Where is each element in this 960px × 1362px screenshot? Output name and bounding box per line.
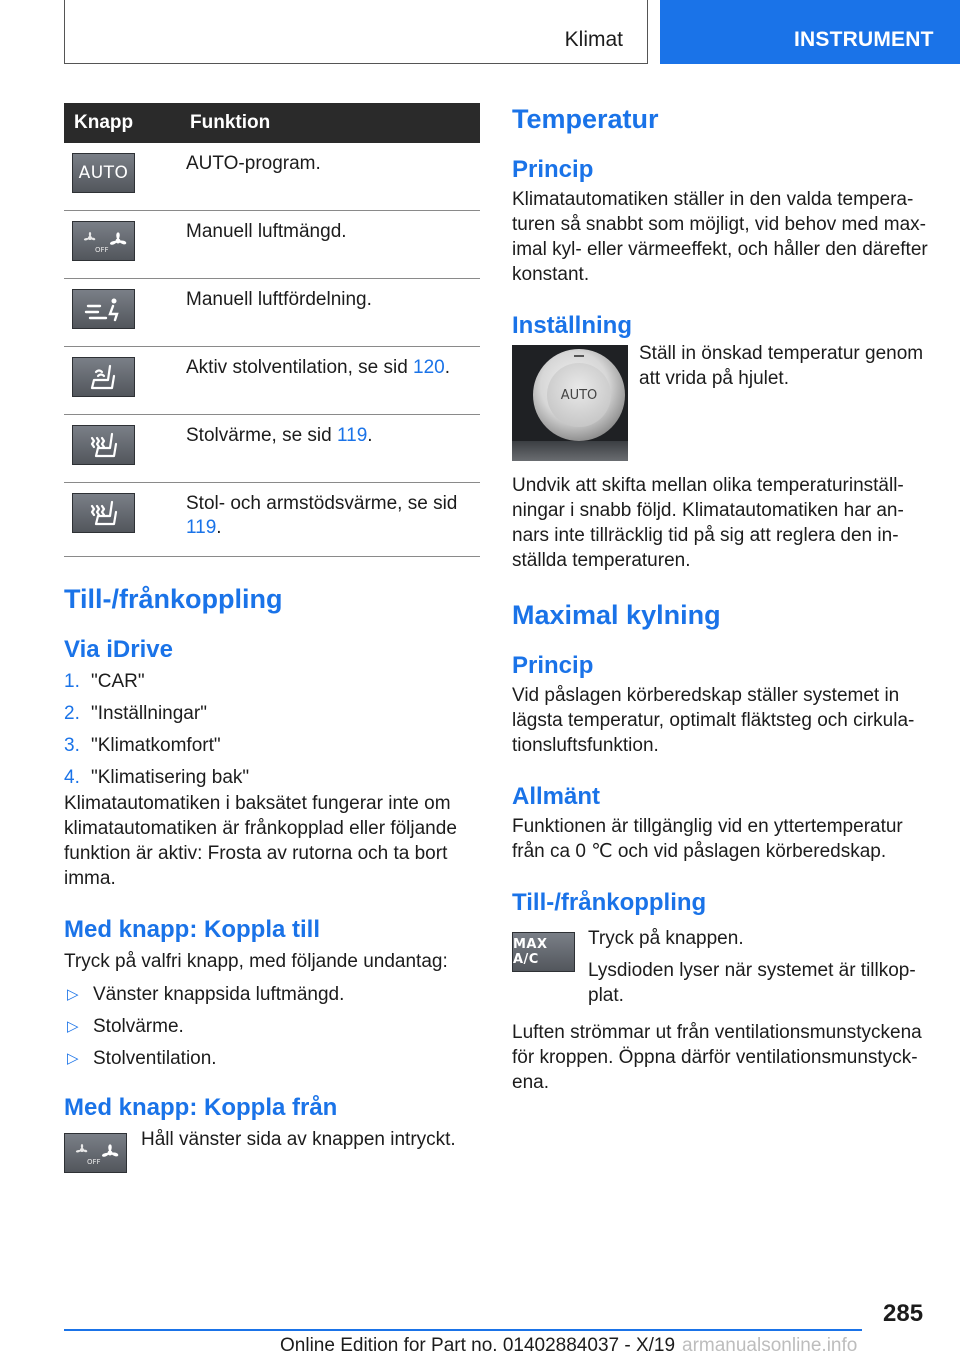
function-text: Stolvärme, se sid 119. (186, 415, 480, 483)
bullet-triangle-icon: ▷ (67, 1050, 79, 1067)
subheading-on: Med knapp: Koppla till (64, 916, 320, 943)
function-text: Manuell luftmängd. (186, 211, 480, 279)
exceptions-list (64, 982, 480, 1071)
section-heading-temperature: Temperatur (512, 104, 659, 134)
subheading-max-princip: Princip (512, 652, 594, 679)
subheading-general: Allmänt (512, 783, 601, 810)
col-header-function: Funktion (186, 103, 480, 143)
subheading-princip: Princip (512, 156, 594, 183)
subheading-max-onoff: Till-/frånkoppling (512, 889, 707, 916)
left-column (64, 103, 480, 1173)
section-title: Klimat (564, 28, 623, 51)
watermark-text: armanualsonline.info (682, 1335, 858, 1356)
princip-paragraph: Klimatautomatiken ställer in den valda tempera-turen så snabbt som möjligt, vid behov med max-imal kyl- eller värmeeffekt, och håller den därefter konstant. (512, 189, 928, 285)
list-item: 1. "CAR" (64, 671, 145, 692)
page-ref-link[interactable]: 119 (186, 517, 217, 538)
col-header-button: Knapp (64, 103, 186, 143)
air-distribution-button-icon (72, 289, 135, 329)
setting-block (512, 345, 928, 463)
subheading-off: Med knapp: Koppla från (64, 1094, 338, 1121)
header-box (64, 0, 648, 64)
page-ref-link[interactable]: 119 (337, 425, 368, 446)
subheading-idrive: Via iDrive (64, 636, 173, 663)
warning-paragraph: Undvik att skifta mellan olika temperaturinställ-ningar i snabb följd. Klimatautomatiken har an-nars inte tillräcklig tid på sig att reglera den in-ställda temperaturen. (512, 475, 904, 571)
subheading-setting: Inställning (512, 312, 632, 339)
max-onoff-line1: Tryck på knappen. (588, 928, 744, 949)
air-paragraph: Luften strömmar ut från ventilationsmunstyckena för kroppen. Öppna därför ventilationsmunstyck-ena. (512, 1022, 922, 1093)
table-row (64, 483, 480, 557)
page-number: 285 (883, 1300, 924, 1327)
svg-text:OFF: OFF (94, 246, 109, 254)
function-text: Stol- och armstödsvärme, se sid 119. (186, 483, 480, 557)
on-paragraph: Tryck på valfri knapp, med följande undantag: (64, 951, 448, 972)
seat-ventilation-button-icon (72, 357, 135, 397)
edition-text: Online Edition for Part no. 01402884037 - X/19 (280, 1335, 676, 1356)
button-function-table (64, 103, 480, 557)
table-row (64, 211, 480, 279)
max-onoff-block (512, 926, 928, 1008)
off-block (64, 1131, 480, 1173)
temperature-knob-image: AUTO (512, 345, 628, 461)
max-ac-button-icon: MAX A/C (512, 932, 575, 972)
list-item: ▷ Stolventilation. (67, 1048, 217, 1069)
chapter-tab-label: INSTRUMENT (794, 28, 934, 51)
list-item: 3. "Klimatkomfort" (64, 735, 221, 756)
function-text: AUTO-program. (186, 143, 480, 211)
seat-armrest-heating-button-icon (72, 493, 135, 533)
table-row (64, 347, 480, 415)
section-heading-onoff: Till-/frånkoppling (64, 584, 283, 614)
table-row (64, 279, 480, 347)
off-paragraph: Håll vänster sida av knappen intryckt. (141, 1129, 456, 1150)
auto-button-icon: AUTO (72, 153, 135, 193)
fan-off-button-icon (72, 221, 135, 261)
list-item: 4. "Klimatisering bak" (64, 767, 250, 788)
max-onoff-line2: Lysdioden lyser när systemet är tillkop-plat. (588, 960, 916, 1006)
svg-text:OFF: OFF (86, 1158, 101, 1166)
list-item: ▷ Vänster knappsida luftmängd. (67, 984, 345, 1005)
function-text: Manuell luftfördelning. (186, 279, 480, 347)
seat-heating-button-icon (72, 425, 135, 465)
page-ref-link[interactable]: 120 (413, 357, 445, 378)
list-item: 2. "Inställningar" (64, 703, 207, 724)
footer-divider (64, 1329, 862, 1331)
table-header-row (64, 103, 480, 143)
max-princip-paragraph: Vid påslagen körberedskap ställer systemet in lägsta temperatur, optimalt fläktsteg och cirkula-tionsluftsfunktion. (512, 685, 915, 756)
bullet-triangle-icon: ▷ (67, 1018, 79, 1035)
chapter-tab[interactable] (660, 0, 960, 64)
idrive-steps (64, 669, 480, 790)
right-column (512, 103, 928, 1095)
bullet-triangle-icon: ▷ (67, 986, 79, 1003)
setting-paragraph: Ställ in önskad temperatur genom att vrida på hjulet. (639, 343, 924, 389)
idrive-paragraph: Klimatautomatiken i baksätet fungerar inte om klimatautomatiken är frånkopplad eller följande funktion är aktiv: Frosta av rutorna och ta bort imma. (64, 793, 457, 889)
section-heading-max-cooling: Maximal kylning (512, 600, 721, 630)
table-row (64, 143, 480, 211)
function-text: Aktiv stolventilation, se sid 120. (186, 347, 480, 415)
table-row (64, 415, 480, 483)
list-item: ▷ Stolvärme. (67, 1016, 184, 1037)
general-paragraph: Funktionen är tillgänglig vid en yttertemperatur från ca 0 ℃ och vid påslagen körberedskap. (512, 816, 903, 862)
fan-off-button-icon (64, 1133, 127, 1173)
